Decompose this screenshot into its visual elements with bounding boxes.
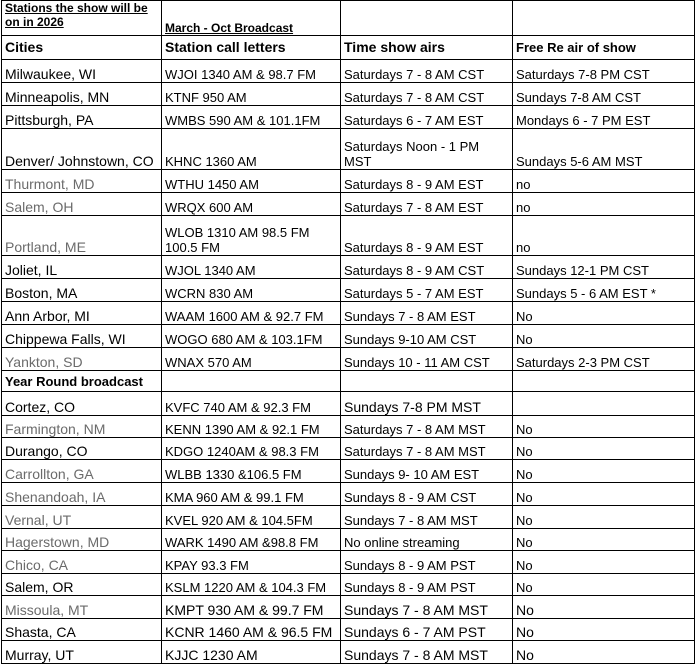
time-cell: Saturdays 5 - 7 AM EST bbox=[341, 279, 513, 302]
station-cell: WTHU 1450 AM bbox=[162, 170, 341, 193]
reair-cell: No bbox=[513, 416, 695, 438]
table-row bbox=[2, 506, 695, 529]
section-row bbox=[2, 371, 695, 392]
reair-cell: No bbox=[513, 325, 695, 348]
station-cell: KVFC 740 AM & 92.3 FM bbox=[162, 392, 341, 416]
table-row bbox=[2, 483, 695, 506]
table-row bbox=[2, 129, 695, 170]
city-cell: Yankton, SD bbox=[2, 348, 162, 371]
column-header-time: Time show airs bbox=[341, 36, 513, 60]
station-cell: KJJC 1230 AM bbox=[162, 641, 341, 664]
time-cell: Saturdays 6 - 7 AM EST bbox=[341, 106, 513, 129]
reair-cell bbox=[513, 392, 695, 416]
table-row bbox=[2, 279, 695, 302]
station-cell: KPAY 93.3 FM bbox=[162, 551, 341, 574]
city-cell: Denver/ Johnstown, CO bbox=[2, 129, 162, 170]
reair-cell: Mondays 6 - 7 PM EST bbox=[513, 106, 695, 129]
city-cell: Shenandoah, IA bbox=[2, 483, 162, 506]
time-cell: Sundays 7 - 8 AM MST bbox=[341, 506, 513, 529]
table-row bbox=[2, 551, 695, 574]
time-cell: Saturdays 8 - 9 AM EST bbox=[341, 216, 513, 256]
time-cell: Sundays 7 - 8 AM EST bbox=[341, 302, 513, 325]
reair-cell: Sundays 7-8 AM CST bbox=[513, 83, 695, 106]
city-cell: Chippewa Falls, WI bbox=[2, 325, 162, 348]
time-cell: Sundays 7 - 8 AM MST bbox=[341, 596, 513, 619]
city-cell: Farmington, NM bbox=[2, 416, 162, 438]
station-cell: WJOI 1340 AM & 98.7 FM bbox=[162, 60, 341, 83]
table-row bbox=[2, 256, 695, 279]
station-cell: WRQX 600 AM bbox=[162, 193, 341, 216]
city-cell: Shasta, CA bbox=[2, 619, 162, 641]
station-cell: WAAM 1600 AM & 92.7 FM bbox=[162, 302, 341, 325]
time-cell: Saturdays 8 - 9 AM CST bbox=[341, 256, 513, 279]
city-cell: Pittsburgh, PA bbox=[2, 106, 162, 129]
stations-note: Stations the show will be on in 2026 bbox=[2, 1, 162, 36]
city-cell: Murray, UT bbox=[2, 641, 162, 664]
reair-cell: Sundays 5-6 AM MST bbox=[513, 129, 695, 170]
stations-table bbox=[1, 0, 695, 664]
table-row bbox=[2, 325, 695, 348]
table-row bbox=[2, 216, 695, 256]
station-cell: KMPT 930 AM & 99.7 FM bbox=[162, 596, 341, 619]
city-cell: Durango, CO bbox=[2, 438, 162, 460]
station-cell: KMA 960 AM & 99.1 FM bbox=[162, 483, 341, 506]
city-cell: Boston, MA bbox=[2, 279, 162, 302]
table-row bbox=[2, 460, 695, 483]
station-cell: KENN 1390 AM & 92.1 FM bbox=[162, 416, 341, 438]
station-cell: WLOB 1310 AM 98.5 FM 100.5 FM bbox=[162, 216, 341, 256]
time-cell: Sundays 8 - 9 AM PST bbox=[341, 574, 513, 596]
table-row bbox=[2, 574, 695, 596]
broadcast-period: March - Oct Broadcast bbox=[162, 1, 341, 36]
time-cell: Saturdays 7 - 8 AM CST bbox=[341, 83, 513, 106]
station-cell: WJOL 1340 AM bbox=[162, 256, 341, 279]
column-header-row bbox=[2, 36, 695, 60]
station-cell: KCNR 1460 AM & 96.5 FM bbox=[162, 619, 341, 641]
station-cell: WNAX 570 AM bbox=[162, 348, 341, 371]
column-header-call-letters: Station call letters bbox=[162, 36, 341, 60]
table-row bbox=[2, 416, 695, 438]
table-row bbox=[2, 302, 695, 325]
time-cell: Saturdays Noon - 1 PM MST bbox=[341, 129, 513, 170]
reair-cell: No bbox=[513, 596, 695, 619]
reair-cell: No bbox=[513, 302, 695, 325]
reair-cell: Sundays 12-1 PM CST bbox=[513, 256, 695, 279]
reair-cell: Saturdays 7-8 PM CST bbox=[513, 60, 695, 83]
reair-cell: No bbox=[513, 460, 695, 483]
city-cell: Vernal, UT bbox=[2, 506, 162, 529]
city-cell: Joliet, IL bbox=[2, 256, 162, 279]
station-cell: WCRN 830 AM bbox=[162, 279, 341, 302]
city-cell: Milwaukee, WI bbox=[2, 60, 162, 83]
empty-cell bbox=[341, 371, 513, 392]
time-cell: Saturdays 7 - 8 AM MST bbox=[341, 438, 513, 460]
reair-cell: No bbox=[513, 483, 695, 506]
station-cell: KSLM 1220 AM & 104.3 FM bbox=[162, 574, 341, 596]
city-cell: Salem, OH bbox=[2, 193, 162, 216]
time-cell: Sundays 9- 10 AM EST bbox=[341, 460, 513, 483]
time-cell: No online streaming bbox=[341, 529, 513, 551]
section-title-year-round: Year Round broadcast bbox=[2, 371, 162, 392]
title-row bbox=[2, 1, 695, 36]
station-cell: WMBS 590 AM & 101.1FM bbox=[162, 106, 341, 129]
column-header-cities: Cities bbox=[2, 36, 162, 60]
time-cell: Saturdays 8 - 9 AM EST bbox=[341, 170, 513, 193]
time-cell: Sundays 8 - 9 AM PST bbox=[341, 551, 513, 574]
table-row bbox=[2, 106, 695, 129]
reair-cell: No bbox=[513, 574, 695, 596]
table-row bbox=[2, 60, 695, 83]
empty-cell bbox=[513, 371, 695, 392]
reair-cell: No bbox=[513, 438, 695, 460]
table-row bbox=[2, 193, 695, 216]
time-cell: Saturdays 7 - 8 AM MST bbox=[341, 416, 513, 438]
table-row bbox=[2, 348, 695, 371]
table-row bbox=[2, 641, 695, 664]
city-cell: Hagerstown, MD bbox=[2, 529, 162, 551]
station-cell: KVEL 920 AM & 104.5FM bbox=[162, 506, 341, 529]
time-cell: Sundays 9-10 AM CST bbox=[341, 325, 513, 348]
city-cell: Thurmont, MD bbox=[2, 170, 162, 193]
time-cell: Saturdays 7 - 8 AM CST bbox=[341, 60, 513, 83]
table-row bbox=[2, 392, 695, 416]
table-row bbox=[2, 619, 695, 641]
station-cell: KDGO 1240AM & 98.3 FM bbox=[162, 438, 341, 460]
city-cell: Minneapolis, MN bbox=[2, 83, 162, 106]
time-cell: Sundays 8 - 9 AM CST bbox=[341, 483, 513, 506]
empty-cell bbox=[162, 371, 341, 392]
table-row bbox=[2, 529, 695, 551]
city-cell: Portland, ME bbox=[2, 216, 162, 256]
reair-cell: no bbox=[513, 170, 695, 193]
station-cell: KTNF 950 AM bbox=[162, 83, 341, 106]
city-cell: Chico, CA bbox=[2, 551, 162, 574]
reair-cell: no bbox=[513, 216, 695, 256]
time-cell: Sundays 6 - 7 AM PST bbox=[341, 619, 513, 641]
station-cell: WLBB 1330 &106.5 FM bbox=[162, 460, 341, 483]
time-cell: Sundays 7 - 8 AM MST bbox=[341, 641, 513, 664]
table-row bbox=[2, 438, 695, 460]
city-cell: Ann Arbor, MI bbox=[2, 302, 162, 325]
reair-cell: Saturdays 2-3 PM CST bbox=[513, 348, 695, 371]
reair-cell: No bbox=[513, 551, 695, 574]
time-cell: Saturdays 7 - 8 AM EST bbox=[341, 193, 513, 216]
reair-cell: No bbox=[513, 529, 695, 551]
city-cell: Cortez, CO bbox=[2, 392, 162, 416]
table-row bbox=[2, 170, 695, 193]
city-cell: Salem, OR bbox=[2, 574, 162, 596]
station-cell: WOGO 680 AM & 103.1FM bbox=[162, 325, 341, 348]
empty-cell bbox=[513, 1, 695, 36]
time-cell: Sundays 10 - 11 AM CST bbox=[341, 348, 513, 371]
station-cell: KHNC 1360 AM bbox=[162, 129, 341, 170]
reair-cell: Sundays 5 - 6 AM EST * bbox=[513, 279, 695, 302]
city-cell: Missoula, MT bbox=[2, 596, 162, 619]
table-row bbox=[2, 596, 695, 619]
time-cell: Sundays 7-8 PM MST bbox=[341, 392, 513, 416]
reair-cell: No bbox=[513, 641, 695, 664]
column-header-reair: Free Re air of show bbox=[513, 36, 695, 60]
empty-cell bbox=[341, 1, 513, 36]
reair-cell: No bbox=[513, 619, 695, 641]
city-cell: Carrollton, GA bbox=[2, 460, 162, 483]
reair-cell: no bbox=[513, 193, 695, 216]
reair-cell: No bbox=[513, 506, 695, 529]
table-row bbox=[2, 83, 695, 106]
station-cell: WARK 1490 AM &98.8 FM bbox=[162, 529, 341, 551]
